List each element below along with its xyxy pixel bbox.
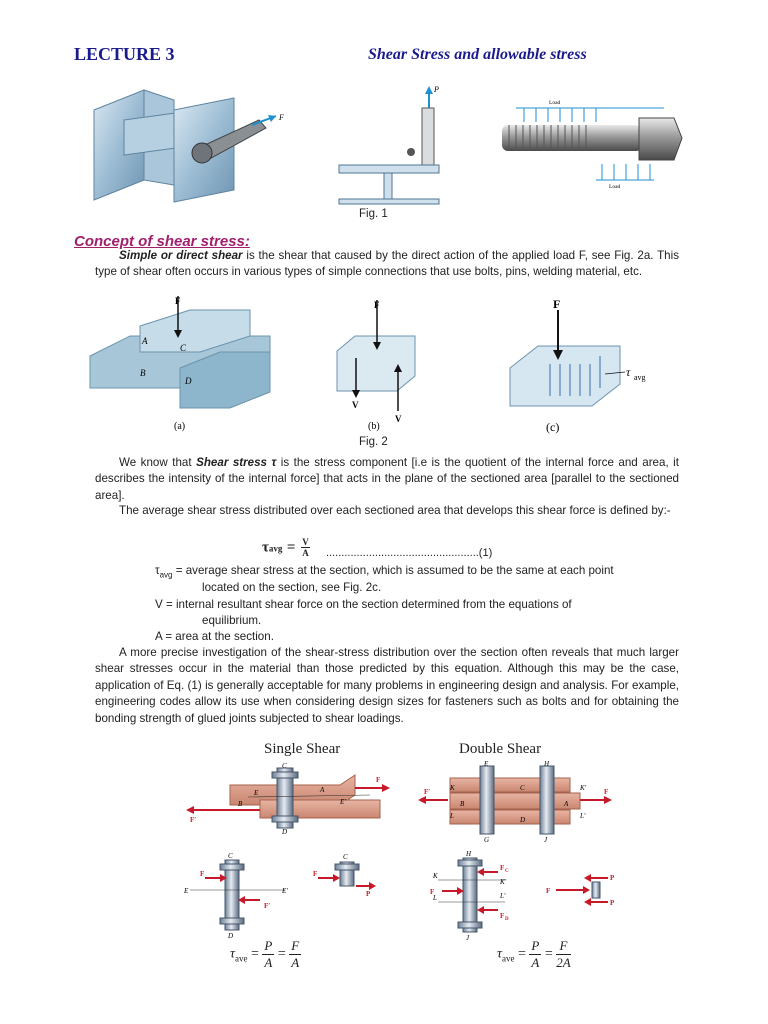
ds-B: B [460, 800, 465, 808]
dsf-FC-sub: C [505, 869, 509, 874]
dsf-H: H [466, 850, 472, 858]
single-shear-title: Single Shear [264, 741, 341, 757]
fig2c-avg: avg [634, 373, 646, 382]
dsf-Kp: K′ [500, 878, 507, 886]
fig1-caption: Fig. 1 [359, 208, 388, 220]
paragraph-direct-shear [95, 248, 679, 281]
dsf-K: K [433, 872, 438, 880]
dsf-FD-sub: D [505, 917, 509, 922]
dse-n2: F [556, 938, 570, 955]
dse-tau: τ [497, 946, 503, 962]
double-shear-section [546, 874, 615, 907]
ss-B: B [238, 800, 243, 808]
sse-tau: τ [230, 946, 236, 962]
ds-Lp: L′ [580, 812, 586, 820]
def-V-text-a: V = internal resultant shear force on the section determined from the equations of [155, 598, 572, 611]
single-shear-equation: $\tau_{ave}$ = $\frac{P}{A}$ = $\frac{F}{A}$ [230, 938, 300, 970]
eq-denominator: A [302, 548, 309, 558]
ss-Fp: F′ [190, 816, 197, 824]
dse-tau-sub: ave [502, 953, 515, 964]
def-tau-text-b: located on the section, see Fig. 2c. [202, 581, 382, 594]
paragraph-shear-stress [95, 455, 679, 504]
ds-G: G [484, 836, 490, 844]
section-heading: Concept of shear stress: [74, 233, 250, 250]
def-tau-sub: avg [159, 570, 173, 580]
dss-F: F [546, 887, 551, 895]
def-tau-sym: τ [155, 564, 160, 577]
ss-A: A [320, 786, 325, 794]
ds-H: H [544, 760, 550, 768]
ss-E: E [254, 789, 259, 797]
ssf-C: C [228, 852, 233, 860]
sse-d2: A [291, 955, 300, 970]
average-shear-text: The average shear stress distributed over each sectioned area that develops this shear force is defined by:- [119, 504, 671, 517]
fig2b-caption: (b) [368, 421, 380, 432]
dsf-J: J [466, 934, 470, 940]
ss-D: D [282, 828, 288, 836]
sse-n2: F [291, 938, 300, 953]
ss-C: C [282, 762, 287, 770]
eq-fraction [301, 537, 310, 558]
fig2a-lap-joint [90, 296, 270, 432]
dse-d1: A [531, 955, 540, 970]
single-shear-section [313, 853, 376, 898]
def-V-text-b: equilibrium. [202, 614, 262, 627]
double-shear-free-body [430, 850, 509, 940]
dsf-L: L [433, 894, 437, 902]
paragraph-investigation [95, 645, 679, 727]
fig1-load-top: Load [549, 100, 561, 106]
fig2a-caption: (a) [174, 421, 186, 432]
sss-F: F [313, 870, 318, 878]
def-A-text: A = area at the section. [155, 630, 274, 643]
sse-n1: P [264, 938, 273, 953]
fig1-label-F: F [279, 113, 284, 122]
ds-D: D [520, 816, 526, 824]
ds-L: L [450, 812, 454, 820]
ds-J: J [544, 836, 548, 844]
fig2c-F: F [553, 297, 561, 311]
eq-numerator: V [302, 537, 309, 547]
fig2b-free-body [337, 300, 415, 432]
direct-shear-text: is the shear that caused by the direct action of the applied load F, see Fig. 2a. This type of shear often occurs in various types of simple connections that use bolts, pins, welding material, etc. [95, 249, 679, 279]
ssf-E: E [184, 887, 189, 895]
investigation-text: A more precise investigation of the shear-stress distribution over the section often reveals that much larger shear stresses occur in the material than those predicted by this equation. Although this may be the case, application of Eq. (1) is generally acceptable for many problems in engineering design and analysis. For example, engineering codes allow its use when considering design sizes for fasteners such as bolts and for obtaining the bonding strength of glued joints subjected to shear loadings. [95, 646, 679, 725]
shear-stress-text: is the stress component [i.e is the quotient of the internal force and area, it describes the intensity of the internal force] that acts in the plane of the sectioned area [parallel to the sectioned area]. [95, 456, 679, 502]
ds-A: A [564, 800, 569, 808]
fig2c-stress-distribution [510, 297, 646, 434]
dsf-Lp: L′ [500, 892, 506, 900]
fig1-label-P: P [434, 85, 439, 94]
fig2-caption: Fig. 2 [359, 436, 388, 448]
ssf-F: F [200, 870, 205, 878]
ds-Kp: K′ [580, 784, 587, 792]
ds-K: K [450, 784, 455, 792]
lecture-number: LECTURE 3 [74, 44, 175, 64]
dsf-F: F [430, 888, 435, 896]
fig2a-C: C [180, 343, 187, 353]
fig2a-F: F [175, 296, 181, 306]
ss-F: F [376, 776, 381, 784]
fig2c-caption: (c) [546, 420, 560, 434]
ds-Fp: F′ [424, 788, 431, 796]
term-direct-shear: Simple or direct shear [119, 249, 243, 262]
eq-tau: τ [262, 539, 269, 556]
fig2c-tau: τ [626, 365, 631, 379]
dse-n1: P [531, 938, 540, 953]
eq-tau-sub: avg [268, 543, 283, 554]
dss-P-top: P [610, 874, 615, 882]
dsf-FC: F [500, 864, 505, 872]
ds-C: C [520, 784, 525, 792]
fig1-illustration [84, 80, 684, 205]
ssf-Fp: F′ [264, 902, 271, 910]
fig2a-D: D [185, 376, 192, 386]
single-shear-joint [186, 762, 390, 836]
double-shear-joint [418, 760, 612, 844]
term-shear-stress: Shear stress τ [196, 456, 277, 469]
sss-C: C [343, 853, 348, 861]
def-tau-text-a: = average shear stress at the section, which is assumed to be the same at each point [172, 564, 614, 577]
fig2b-V-right: V [395, 414, 402, 424]
bolt-load-figure [502, 100, 682, 190]
ss-Ep: E′ [340, 798, 346, 806]
fig2b-V-left: V [352, 400, 359, 410]
ds-F: F [604, 788, 609, 796]
equation-number: ..................................................(1) [326, 547, 493, 559]
fig2b-F: F [374, 300, 380, 310]
sse-tau-sub: ave [235, 953, 248, 964]
beam-plate-figure [339, 85, 439, 204]
fig2-illustration [80, 296, 680, 436]
lecture-topic: Shear Stress and allowable stress [368, 46, 587, 63]
ds-E: E [484, 760, 489, 768]
ssf-D: D [228, 932, 234, 940]
single-shear-free-body [183, 852, 288, 940]
dse-d2: 2A [556, 955, 571, 970]
dsf-FD: F [500, 912, 505, 920]
dss-P-bottom: P [610, 899, 615, 907]
double-shear-title: Double Shear [459, 741, 542, 757]
bracket-eyebar-figure [94, 90, 284, 202]
fig3-illustration [180, 760, 620, 940]
ssf-Ep: E′ [282, 887, 288, 895]
fig2a-B: B [140, 368, 146, 378]
shear-stress-intro: We know that [119, 456, 197, 469]
fig1-load-bottom: Load [609, 184, 621, 190]
sss-P: P [366, 890, 371, 898]
equation-1: τavg = $\frac{V}{A}$ [262, 537, 309, 558]
fig2a-A: A [142, 336, 148, 346]
double-shear-equation: $\tau_{ave}$ = $\frac{P}{A}$ = $\frac{F}{2A}$ [497, 938, 571, 970]
sse-d1: A [264, 955, 273, 970]
paragraph-average-shear [95, 503, 679, 519]
